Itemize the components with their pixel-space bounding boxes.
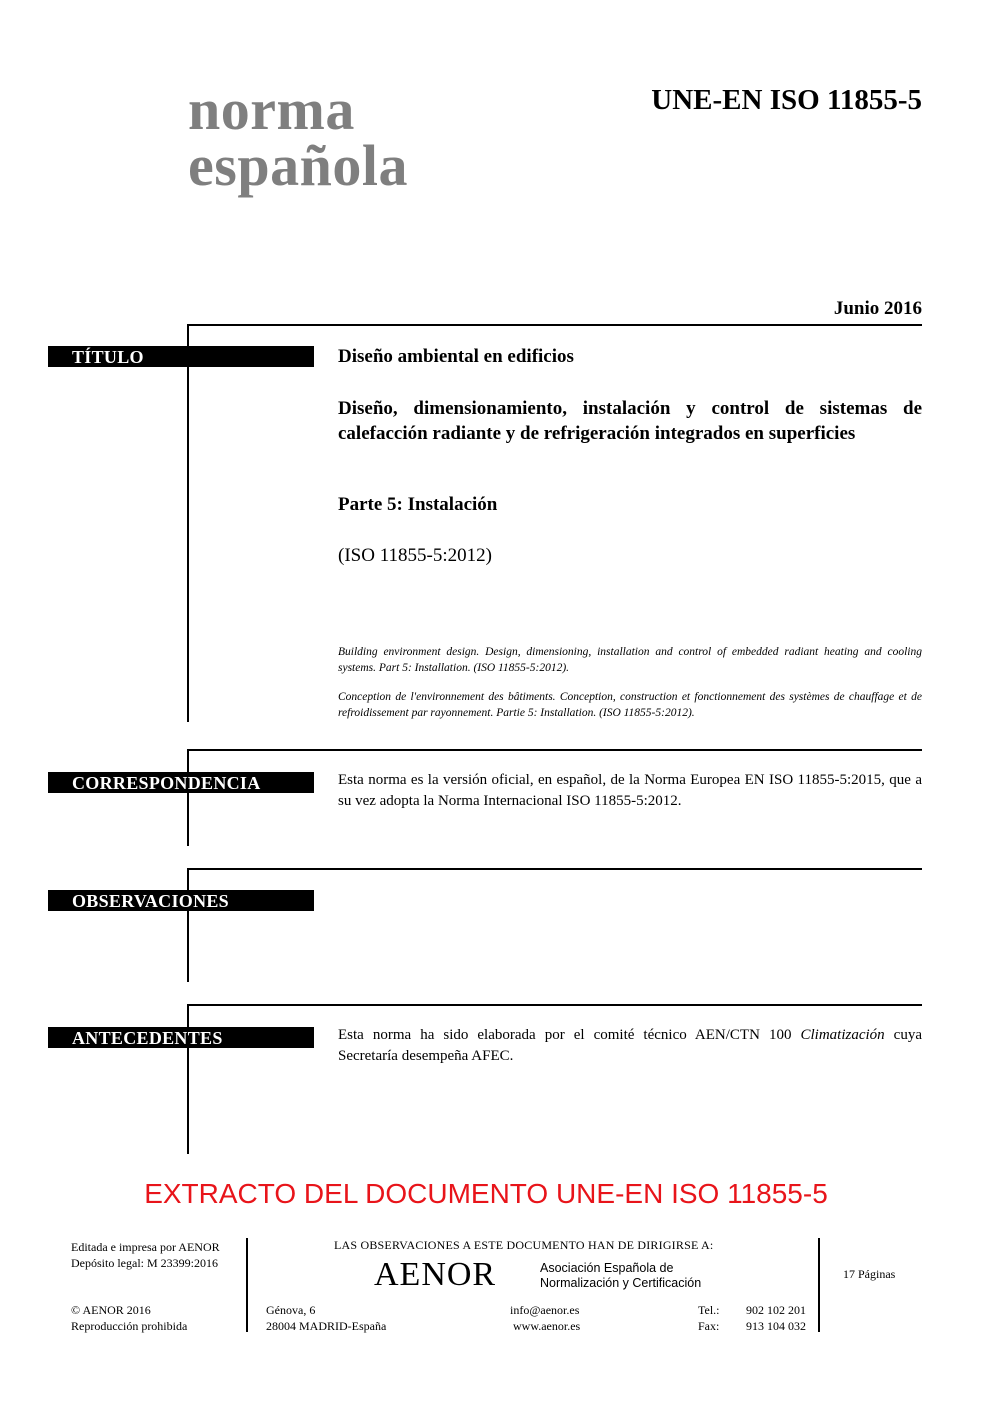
- footer-tel-row: [698, 1302, 806, 1318]
- title-main: Diseño ambiental en edificios: [338, 346, 574, 367]
- antecedentes-committee-name: Climatización: [800, 1027, 885, 1043]
- footer-observations-heading: LAS OBSERVACIONES A ESTE DOCUMENTO HAN DE DIRIGIRSE A:: [334, 1238, 714, 1252]
- footer-address-line-1: Génova, 6: [266, 1303, 316, 1317]
- title-iso-reference: (ISO 11855-5:2012): [338, 545, 492, 566]
- section-rule: [187, 749, 189, 846]
- antecedentes-text-start: Esta norma ha sido elaborada por el comité técnico AEN/CTN 100: [338, 1027, 801, 1043]
- publication-date: Junio 2016: [833, 298, 922, 319]
- antecedentes-text-end: cuya Secretaría desempeña AFEC.: [338, 1027, 922, 1064]
- brand-line-2: española: [188, 133, 408, 198]
- footer-publisher: [71, 1239, 220, 1271]
- brand-line-1: norma: [188, 77, 355, 142]
- footer-edited: Editada e impresa por AENOR: [71, 1240, 220, 1254]
- section-divider: [187, 749, 922, 751]
- observaciones-label: OBSERVACIONES: [48, 890, 314, 911]
- brand-title: [188, 77, 408, 198]
- footer-email[interactable]: info@aenor.es: [510, 1303, 580, 1317]
- document-code: UNE-EN ISO 11855-5: [651, 84, 922, 116]
- footer-address: [266, 1302, 386, 1334]
- title-subtitle: Diseño, dimensionamiento, instalación y control de sistemas de calefacción radiante y de refrigeración integrados en superficies: [338, 398, 922, 444]
- footer-rights: [71, 1302, 187, 1334]
- footer-fax-label: Fax:: [698, 1319, 720, 1333]
- aenor-organization-name: [540, 1261, 701, 1291]
- footer-fax-value: 913 104 032: [746, 1319, 806, 1333]
- footer-page-count: 17 Páginas: [843, 1267, 896, 1281]
- correspondencia-text: Esta norma es la versión oficial, en español, de la Norma Europea EN ISO 11855-5:2015, que a su vez adopta la Norma Internacional ISO 11855-5:2012.: [338, 772, 922, 809]
- aenor-name-line-1: Asociación Española de: [540, 1261, 674, 1275]
- section-rule: [187, 868, 189, 982]
- footer-tel-label: Tel.:: [698, 1303, 720, 1317]
- footer-contact: [510, 1302, 580, 1334]
- footer-address-line-2: 28004 MADRID-España: [266, 1319, 387, 1333]
- correspondencia-label: CORRESPONDENCIA: [48, 772, 314, 793]
- footer-divider: [246, 1238, 248, 1332]
- title-french: Conception de l'environnement des bâtiments. Conception, construction et fonctionnement des systèmes de chauffage et de refroidissement par rayonnement. Partie 5: Installation. (ISO 11855-5:2012).: [338, 691, 922, 719]
- aenor-name-line-2: Normalización y Certificación: [540, 1276, 702, 1290]
- footer-copyright: © AENOR 2016: [71, 1303, 151, 1317]
- title-english: Building environment design. Design, dimensioning, installation and control of embedded radiant heating and cooling systems. Part 5: Installation. (ISO 11855-5:2012).: [338, 646, 922, 674]
- footer-deposit: Depósito legal: M 23399:2016: [71, 1256, 218, 1270]
- section-divider: [187, 1004, 922, 1006]
- footer-website[interactable]: www.aenor.es: [513, 1319, 581, 1333]
- antecedentes-text: [338, 1025, 922, 1067]
- title-part: Parte 5: Instalación: [338, 494, 498, 515]
- section-divider: [187, 868, 922, 870]
- section-divider: [187, 324, 922, 326]
- antecedentes-label: ANTECEDENTES: [48, 1027, 314, 1048]
- section-rule: [187, 324, 189, 722]
- footer-fax-row: [698, 1318, 806, 1334]
- extract-notice: EXTRACTO DEL DOCUMENTO UNE-EN ISO 11855-5: [144, 1178, 828, 1209]
- titulo-label: TÍTULO: [48, 346, 314, 367]
- footer-tel-value: 902 102 201: [746, 1303, 806, 1317]
- footer-phone-block: [698, 1302, 806, 1334]
- footer-divider: [818, 1238, 820, 1332]
- footer-reproduction: Reproducción prohibida: [71, 1319, 188, 1333]
- aenor-logo: AENOR: [374, 1256, 497, 1293]
